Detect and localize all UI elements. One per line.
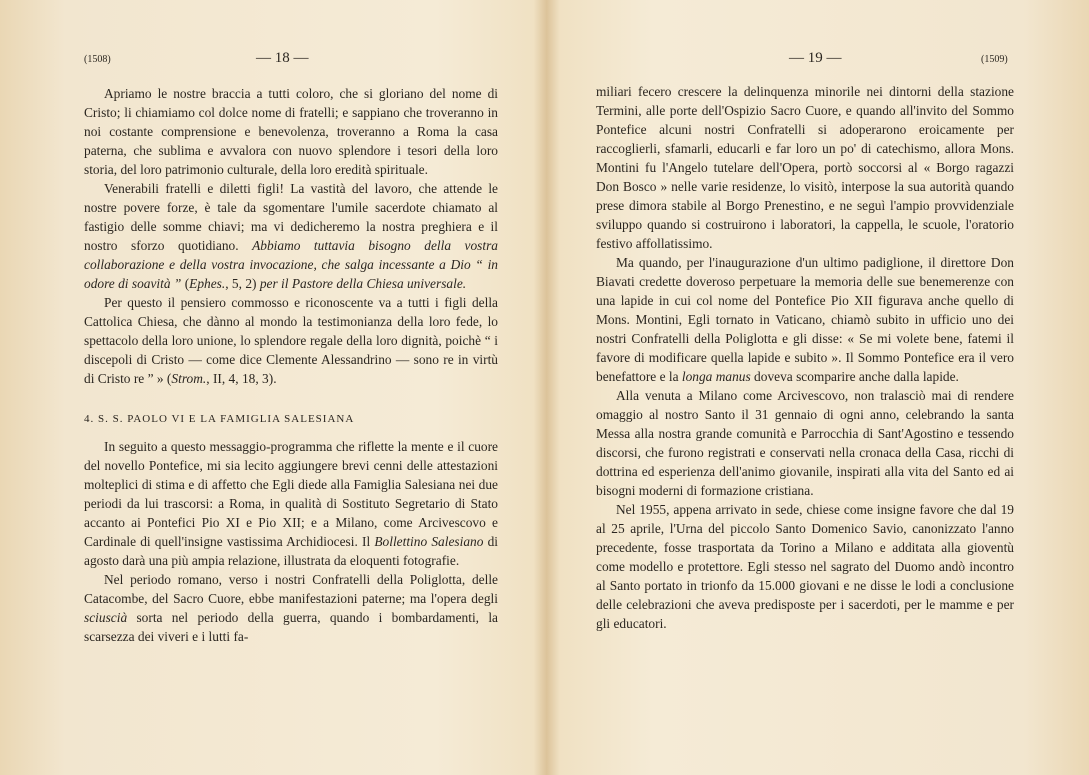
text-run: Per questo il pensiero commosso e riconoscente va a tutti i figli della Cattolica Chiesa, che dànno al mondo la testimonianza della loro fede, lo spettacolo della loro unione, lo splendore regale della loro dignità, poichè “ i discepoli di Cristo — come dice Clemente Alessandrino — sono re in virtù di Cristo re ” » (: [84, 295, 498, 386]
right-page-code: (1509): [981, 54, 1008, 65]
text-run: miliari fecero crescere la delinquenza minorile nei dintorni della stazione Termini, alle porte dell'Ospizio Sacro Cuore, e quando all'invito del Sommo Pontefice alcuni nostri Confratelli si adoperarono eroicamente per raccoglierli, sfamarli, educarli e far loro un po' di catechismo, allora Mons. Montini fu l'Angelo tutelare dell'Opera, portò soccorsi al « Borgo ragazzi Don Bosco » nelle varie residenze, lo visitò, interpose la sua autorità quando prese dimora stabile al Borgo Prenestino, e ne seguì l'ampio provvidenziale sviluppo quando si costruirono i laboratori, la cappella, le scuole, l'oratorio festivo affollatissimo.: [596, 84, 1014, 251]
right-page-number: — 19 —: [789, 50, 842, 66]
italic-text: Strom.: [171, 371, 207, 386]
italic-text: Abbiamo tuttavia bisogno della vostra collaborazione e della vostra invocazione, che salga incessante a Dio “ in odore di soavità ”: [84, 238, 499, 291]
italic-text: Bollettino Salesiano: [374, 534, 484, 549]
left-page-code: (1508): [84, 54, 111, 65]
text-run: Nel 1955, appena arrivato in sede, chiese come insigne favore che dal 19 al 25 aprile, l'Urna del piccolo Santo Domenico Savio, canonizzato l'anno precedente, fosse trasportata da Torino a Milano e additata alla gioventù come modello e protettore. Egli stesso nel sagrato del Duomo andò incontro al Santo portato in trionfo da 15.000 giovani e ne disse le lodi a conclusione delle celebrazioni che aveva predisposte per i sacerdoti, per le mamme e per gli educatori.: [596, 502, 1014, 631]
text-run: Ma quando, per l'inaugurazione d'un ultimo padiglione, il direttore Don Biavati credette doveroso perpetuare la memoria delle sue benemerenze con una lapide in cui col nome del Pontefice Pio XII figurava anche quello di Mons. Montini, Egli tornato in Vaticano, chiamò subito in ufficio uno dei nostri Confratelli della Poliglotta e gli disse: « Se mi volete bene, fatemi il favore di modificare quella lapide e subito ». Il Sommo Pontefice era il vero benefattore e la: [596, 255, 1014, 384]
right-page-body: [596, 82, 1014, 633]
section-heading: 4. S. S. PAOLO VI E LA FAMIGLIA SALESIANA: [84, 413, 355, 425]
paragraph: [596, 386, 1014, 500]
right-page: [545, 0, 1089, 775]
text-run: Alla venuta a Milano come Arcivescovo, non tralasciò mai di rendere omaggio al nostro Santo il 31 gennaio di ogni anno, celebrando la santa Messa alla nostra grande comunità e Parrocchia di Sant'Agostino e tessendo discorsi, che furono registrati e conservati nella cronaca della Casa, ricchi di dottrina ed esperienza dell'animo giovanile, inspirati alla vita del Santo ed ai bisogni moderni di formazione cristiana.: [596, 388, 1014, 498]
italic-text: Ephes.: [189, 276, 226, 291]
text-run: Venerabili fratelli e diletti figli! La vastità del lavoro, che attende le nostre povere forze, è tale da sgomentare l'umile sacerdote chiamato al fastigio delle somme chiavi; ma vi dedicheremo la nostra preghiera e il nostro sforzo quotidiano.: [84, 181, 498, 253]
text-run: doveva scomparire anche dalla lapide.: [750, 369, 959, 384]
paragraph: [84, 179, 498, 293]
italic-text: per il Pastore della Chiesa universale.: [259, 276, 467, 291]
paragraph: [596, 82, 1014, 253]
left-page-number: — 18 —: [256, 50, 309, 66]
left-page-body: [84, 84, 498, 646]
paragraph: [84, 437, 498, 570]
text-run: Apriamo le nostre braccia a tutti coloro, che si gloriano del nome di Cristo; li chiamiamo col dolce nome di fratelli; e sappiano che troveranno in noi costante comprensione e benevolenza, troveranno a Roma la casa paterna, che sublima e avvalora con nuovo splendore i tesori della loro storia, del loro patrimonio culturale, della loro eredità spirituale.: [84, 86, 498, 177]
paragraph: [596, 500, 1014, 633]
text-run: (: [181, 276, 190, 291]
paragraph: [596, 253, 1014, 386]
paragraph: [84, 293, 498, 388]
text-run: di agosto darà una più ampia relazione, illustrata da eloquenti fotografie.: [84, 534, 499, 568]
text-run: In seguito a questo messaggio-programma che riflette la mente e il cuore del novello Pontefice, mi sia lecito aggiungere brevi cenni delle attestazioni molteplici di stima e di affetto che Egli diede alla Famiglia Salesiana nei due periodi da lui trascorsi: a Roma, in qualità di Sostituto Segretario di Stato accanto ai Pontefici Pio XI e Pio XII; e a Milano, come Arcivescovo e Cardinale di quell'insigne vastissima Archidiocesi. Il: [84, 439, 498, 549]
text-run: Nel periodo romano, verso i nostri Confratelli della Poliglotta, delle Catacombe, del Sacro Cuore, ebbe manifestazioni paterne; ma l'opera degli: [84, 572, 498, 606]
italic-text: longa manus: [681, 369, 751, 384]
italic-text: sciuscià: [84, 610, 128, 625]
paragraph: [84, 570, 498, 646]
text-run: , 5, 2): [225, 276, 260, 291]
text-run: sorta nel periodo della guerra, quando i bombardamenti, la scarsezza dei viveri e i lutti fa-: [84, 610, 498, 644]
text-run: , II, 4, 18, 3).: [206, 371, 277, 386]
paragraph: [84, 84, 498, 179]
